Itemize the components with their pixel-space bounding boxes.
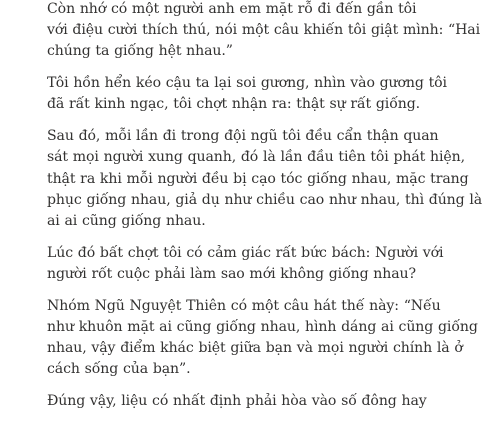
- text-line: nhau, vậy điểm khác biệt giữa bạn và mọi người chính là ở: [47, 340, 463, 357]
- text-line: Nhóm Ngũ Nguyệt Thiên có một câu hát thế này: “Nếu: [47, 297, 441, 314]
- paragraph-6: [27, 391, 427, 412]
- text-line: ai ai cũng giống nhau.: [47, 213, 206, 230]
- text-line: Đúng vậy, liệu có nhất định phải hòa vào số đông hay: [47, 393, 427, 410]
- text-line: Còn nhớ có một người anh em mặt rỗ đi đến gần tôi: [47, 1, 417, 17]
- text-line: đã rất kinh ngạc, tôi chợt nhận ra: thật sự rất giống.: [47, 96, 421, 113]
- body-text: [27, 0, 482, 423]
- paragraph-4: [27, 243, 444, 285]
- text-line: như khuôn mặt ai cũng giống nhau, hình dáng ai cũng giống: [47, 319, 478, 336]
- text-line: Tôi hồn hển kéo cậu ta lại soi gương, nhìn vào gương tôi: [47, 75, 447, 92]
- text-line: Lúc đó bất chợt tôi có cảm giác rất bức bách: Người với: [47, 244, 444, 261]
- text-line: với điệu cười thích thú, nói một câu khiến tôi giật mình: “Hai: [47, 22, 481, 39]
- paragraph-5: [27, 296, 478, 381]
- paragraph-2: [27, 73, 447, 115]
- text-line: cách sống của bạn”.: [47, 361, 191, 378]
- text-line: thật ra khi mỗi người đều bị cạo tóc giống nhau, mặc trang: [47, 170, 469, 187]
- text-line: phục giống nhau, giả dụ như chiều cao như nhau, thì đúng là: [47, 191, 482, 208]
- text-line: Sau đó, mỗi lần đi trong đội ngũ tôi đều cẩn thận quan: [47, 128, 439, 145]
- text-line: người rốt cuộc phải làm sao mới không giống nhau?: [47, 266, 416, 283]
- text-line: sát mọi người xung quanh, đó là lần đầu tiên tôi phát hiện,: [47, 149, 466, 166]
- paragraph-3: [27, 126, 482, 232]
- paragraph-1: [27, 0, 481, 63]
- text-line: chúng ta giống hệt nhau.”: [47, 43, 233, 60]
